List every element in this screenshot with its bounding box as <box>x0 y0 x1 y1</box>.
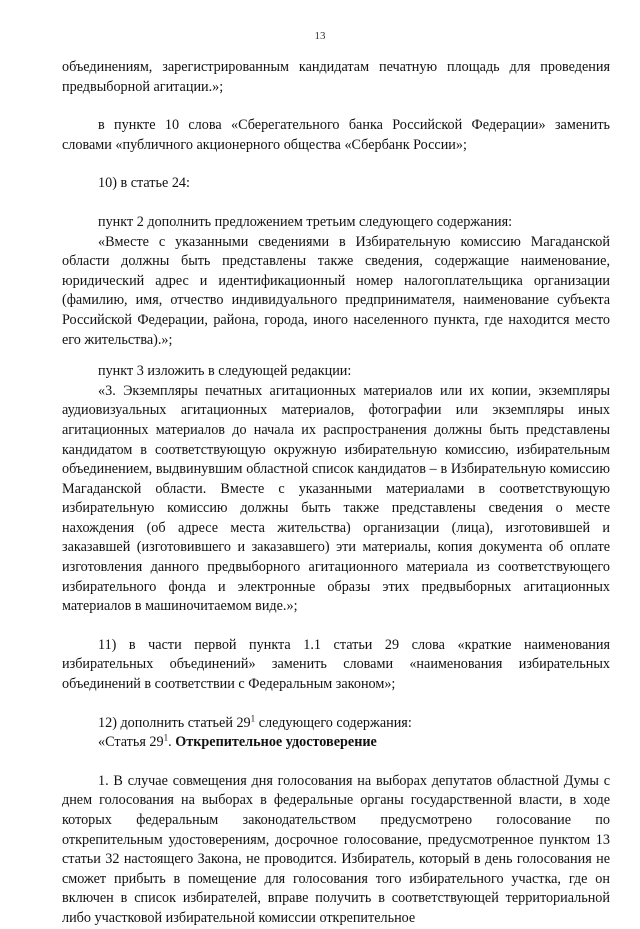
article-heading-title: Открепительное удостоверение <box>175 734 377 751</box>
item-12-suffix: следующего содержания: <box>255 714 412 731</box>
paragraph-sberbank-amendment: в пункте 10 слова «Сберегательного банка Российской Федерации» заменить словами «публичного акционерного общества «Сбербанк России»; <box>62 117 610 153</box>
page-number: 13 <box>314 30 326 42</box>
paragraph-point-3-text: «3. Экземпляры печатных агитационных материалов или их копии, экземпляры аудиовизуальных агитационных материалов, фотографии или экземпляры иных агитационных материалов до начала их распространения должны быть представлены кандидатом в соответствующую окружную избирательную комиссию, избирательным объединением, выдвинувшим областной список кандидатов – в Избирательную комиссию Магаданской области. Вместе с указанными материалами в соответствующую избирательную комиссию должны быть также представлены сведения о месте нахождения (об адресе места жительства) организации (лица), изготовившей и заказавшей (изготовившего и заказавшего) эти материалы, копия документа об оплате изготовления данного предвыборного агитационного материала из соответствующего избирательного фонда и электронные образы этих предвыборных агитационных материалов в машиночитаемом виде.»; <box>62 382 610 615</box>
article-heading-prefix: «Статья 29 <box>98 734 164 751</box>
paragraph-item-10: 10) в статье 24: <box>98 175 190 192</box>
item-12-prefix: 12) дополнить статьей 29 <box>98 714 251 731</box>
paragraph-point-2: пункт 2 дополнить предложением третьим следующего содержания: <box>98 213 513 230</box>
paragraph-item-12 <box>62 714 610 734</box>
article-heading-superscript: 1 <box>163 732 169 743</box>
paragraph-article-point-1: 1. В случае совмещения дня голосования на выборах депутатов областной Думы с днем голосования на выборах в федеральные органы государственной власти, в ходе которых федеральным законодательством предусмотрено голосование по открепительным удостоверениям, досрочное голосование, предусмотренное пунктом 13 статьи 32 настоящего Закона, не проводится. Избиратель, который в день голосования не сможет прибыть в помещение для голосования того избирательного участка, где он включен в список избирателей, вправе получить в соответствующей территориальной либо участковой избирательной комиссии открепительное <box>62 772 610 926</box>
paragraph-item-11: 11) в части первой пункта 1.1 статьи 29 слова «краткие наименования избирательных объединений» заменить словами «наименования избирательных объединений в соответствии с Федеральным законом»; <box>62 636 610 693</box>
article-heading-dot: . <box>168 734 176 751</box>
paragraph-continuation: объединениям, зарегистрированным кандидатам печатную площадь для проведения предвыборной агитации.»; <box>62 59 610 95</box>
paragraph-point-2-text: «Вместе с указанными сведениями в Избирательную комиссию Магаданской области должны быть представлены также сведения, содержащие наименование, юридический адрес и идентификационный номер налогоплательщика организации (фамилию, имя, отчество индивидуального предпринимателя, наименование субъекта Российской Федерации, района, города, иного населенного пункта, где находится место его жительства).»; <box>62 233 610 348</box>
document-body <box>62 58 610 929</box>
item-12-superscript: 1 <box>250 712 256 723</box>
paragraph-point-3: пункт 3 изложить в следующей редакции: <box>98 363 352 380</box>
article-heading <box>62 733 610 753</box>
